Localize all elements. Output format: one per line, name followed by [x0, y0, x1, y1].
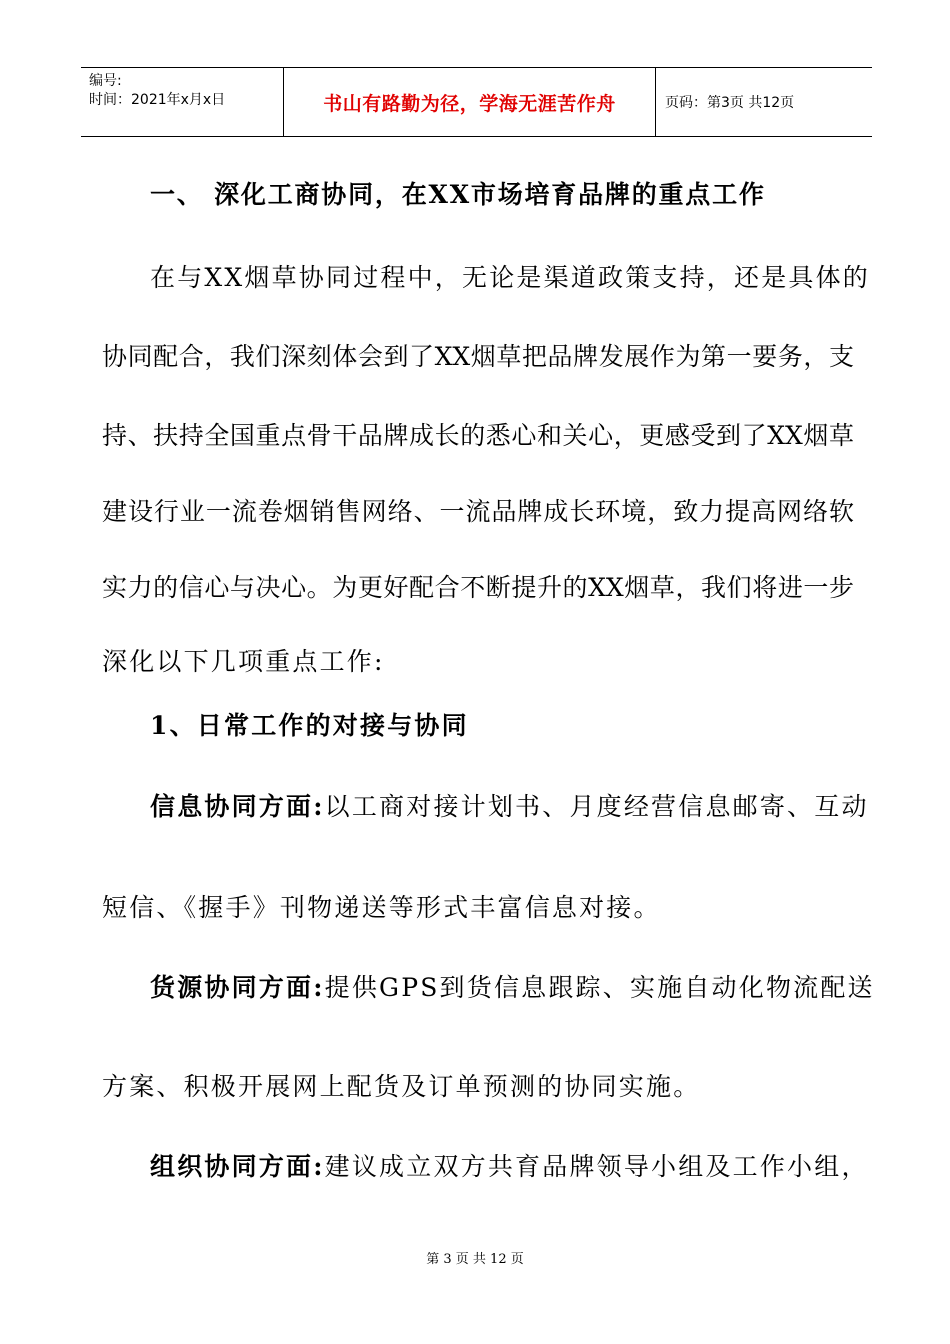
- header-motto: 书山有路勤为径，学海无涯苦作舟: [284, 68, 656, 136]
- paragraph-line: 短信、《握手》刊物递送等形式丰富信息对接。: [102, 893, 661, 922]
- header-page-number: [656, 68, 872, 136]
- header-meta: [81, 68, 284, 136]
- supply-coordination-line: [150, 968, 875, 1004]
- org-coordination-label: 组织协同方面:: [150, 1152, 325, 1181]
- org-coordination-line: [150, 1147, 869, 1183]
- paragraph-line: 持、扶持全国重点骨干品牌成长的悉心和关心，更感受到了XX烟草: [102, 421, 854, 450]
- supply-coordination-label: 货源协同方面:: [150, 973, 325, 1002]
- document-number-label: 编号:: [89, 73, 122, 89]
- page-footer: 第 3 页 共 12 页: [426, 1252, 524, 1267]
- section-heading: 一、 深化工商协同，在XX市场培育品牌的重点工作: [150, 180, 766, 209]
- paragraph-line: 协同配合，我们深刻体会到了XX烟草把品牌发展作为第一要务，支: [102, 342, 854, 371]
- subsection-heading: 1、日常工作的对接与协同: [150, 711, 469, 740]
- info-coordination-text: 以工商对接计划书、月度经营信息邮寄、互动: [324, 792, 869, 821]
- supply-coordination-text: 提供GPS到货信息跟踪、实施自动化物流配送: [324, 973, 875, 1002]
- header-page-label: 页码：第3页 共12页: [665, 95, 795, 111]
- paragraph-line: 建设行业一流卷烟销售网络、一流品牌成长环境，致力提高网络软: [102, 497, 854, 526]
- page-header: [81, 67, 872, 137]
- paragraph-line: 深化以下几项重点工作:: [102, 647, 385, 676]
- paragraph-line: 实力的信心与决心。为更好配合不断提升的XX烟草，我们将进一步: [102, 573, 854, 602]
- org-coordination-text: 建议成立双方共育品牌领导小组及工作小组，: [324, 1152, 869, 1181]
- paragraph-line: 方案、积极开展网上配货及订单预测的协同实施。: [102, 1072, 701, 1101]
- document-date: 时间：2021年x月x日: [89, 92, 226, 108]
- info-coordination-line: [150, 787, 869, 823]
- paragraph-line: 在与XX烟草协同过程中，无论是渠道政策支持，还是具体的: [150, 263, 870, 292]
- info-coordination-label: 信息协同方面:: [150, 792, 325, 821]
